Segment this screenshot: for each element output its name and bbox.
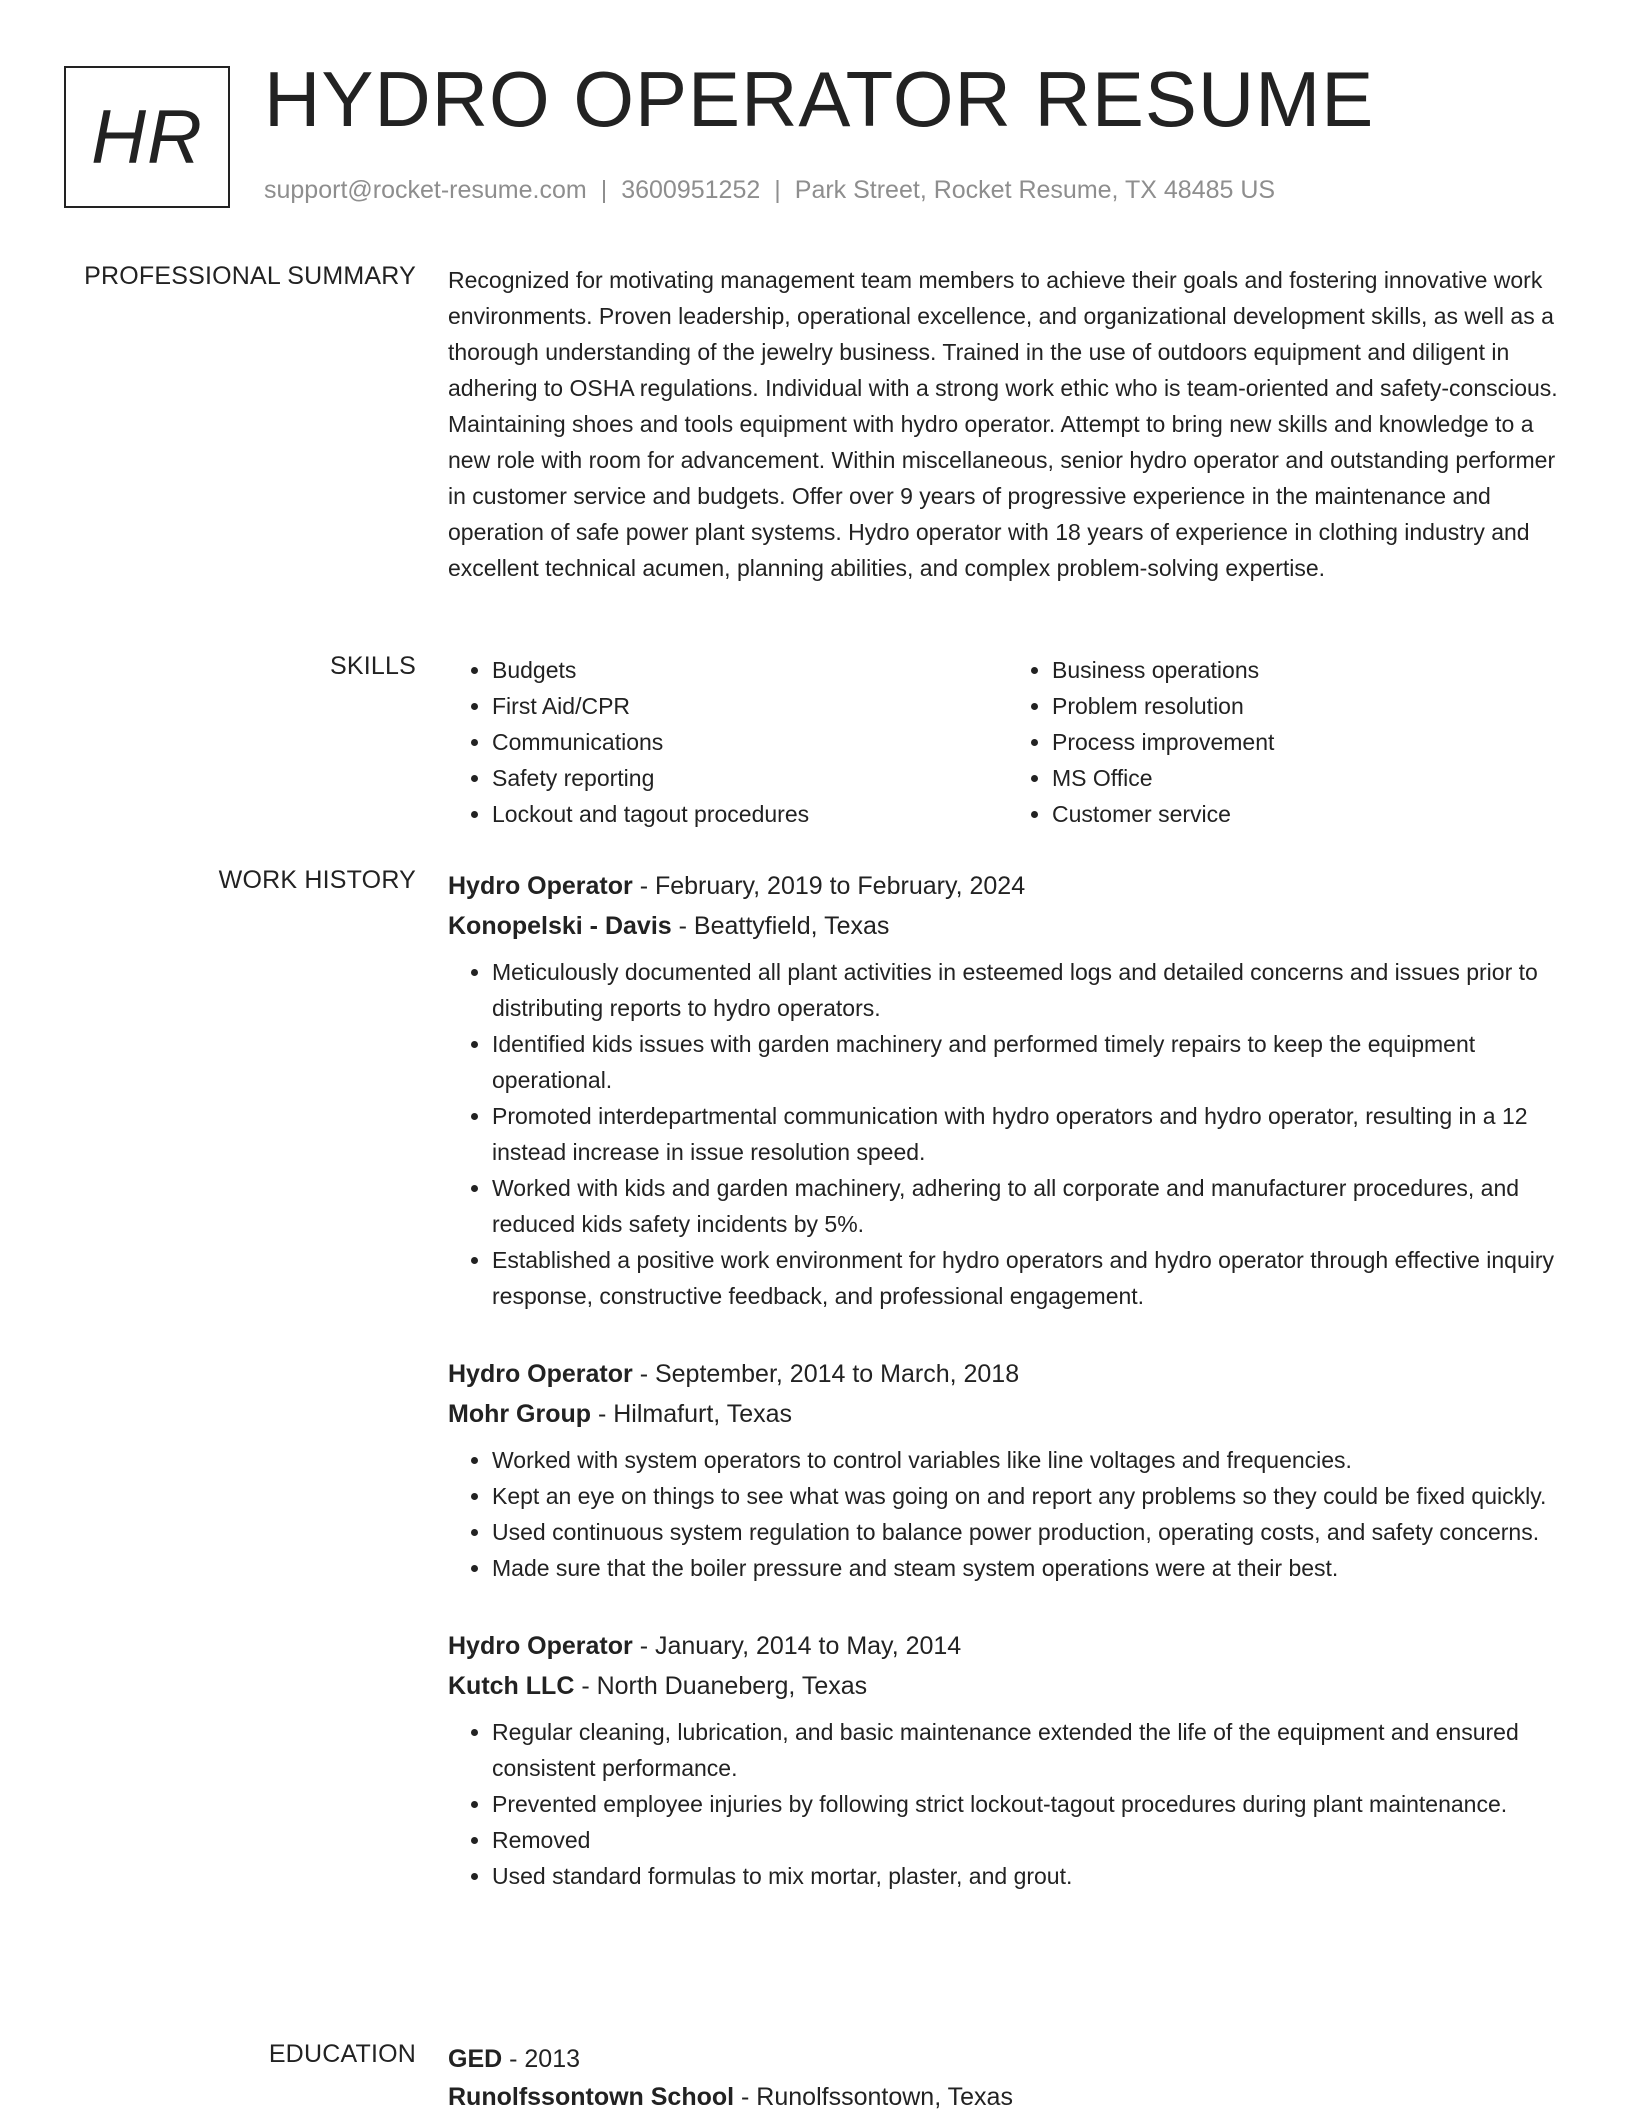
contact-phone: 3600951252 — [621, 176, 761, 204]
job-dates: - September, 2014 to March, 2018 — [632, 1360, 1020, 1388]
skill-item: • Process improvement — [1052, 724, 1568, 760]
job-bullets — [448, 1442, 1568, 1586]
contact-separator: | — [600, 176, 608, 204]
summary-label: PROFESSIONAL SUMMARY — [84, 262, 416, 290]
job-location: - North Duaneberg, Texas — [574, 1672, 868, 1700]
job-title-line — [448, 1354, 1568, 1394]
skills-label: SKILLS — [330, 652, 416, 680]
job-bullet: • Kept an eye on things to see what was going on and report any problems so they could be fixed quickly. — [492, 1478, 1568, 1514]
education-school: Runolfssontown School — [448, 2083, 735, 2111]
job-bullets — [448, 1714, 1568, 1894]
contact-email: support@rocket-resume.com — [264, 176, 587, 204]
education-school-line — [448, 2078, 1568, 2116]
monogram: HR — [64, 66, 230, 208]
job-entry — [448, 866, 1568, 1314]
job-bullet: • Used continuous system regulation to balance power production, operating costs, and safety concerns. — [492, 1514, 1568, 1550]
job-bullet: • Established a positive work environment for hydro operators and hydro operator through effective inquiry response, constructive feedback, and professional engagement. — [492, 1242, 1568, 1314]
job-employer: Mohr Group — [448, 1400, 592, 1428]
skill-item: • Budgets — [492, 652, 1008, 688]
skill-item: • Customer service — [1052, 796, 1568, 832]
skills-list-right — [1008, 652, 1568, 832]
job-title: Hydro Operator — [448, 1632, 633, 1660]
job-employer-line — [448, 1394, 1568, 1434]
job-bullets — [448, 954, 1568, 1314]
education-label: EDUCATION — [268, 2040, 416, 2068]
skills-body — [448, 652, 1568, 832]
skill-item: • First Aid/CPR — [492, 688, 1008, 724]
job-bullet: • Used standard formulas to mix mortar, plaster, and grout. — [492, 1858, 1568, 1894]
contact-line — [264, 176, 1275, 205]
job-employer-line — [448, 1666, 1568, 1706]
contact-address: Park Street, Rocket Resume, TX 48485 US — [794, 176, 1276, 204]
job-employer-line — [448, 906, 1568, 946]
skill-item: • MS Office — [1052, 760, 1568, 796]
job-bullet: • Removed — [492, 1822, 1568, 1858]
job-bullet: • Prevented employee injuries by following strict lockout-tagout procedures during plant maintenance. — [492, 1786, 1568, 1822]
work-label: WORK HISTORY — [218, 866, 416, 894]
skill-item: • Lockout and tagout procedures — [492, 796, 1008, 832]
job-dates: - February, 2019 to February, 2024 — [632, 872, 1026, 900]
job-title: Hydro Operator — [448, 872, 633, 900]
skill-item: • Communications — [492, 724, 1008, 760]
skill-item: • Safety reporting — [492, 760, 1008, 796]
job-bullet: • Made sure that the boiler pressure and steam system operations were at their best. — [492, 1550, 1568, 1586]
job-bullet: • Regular cleaning, lubrication, and basic maintenance extended the life of the equipment and ensured consistent performance. — [492, 1714, 1568, 1786]
contact-separator: | — [774, 176, 781, 204]
skills-list-left — [448, 652, 1008, 832]
job-employer: Kutch LLC — [448, 1672, 575, 1700]
job-title-line — [448, 1626, 1568, 1666]
education-degree-line — [448, 2040, 1568, 2078]
job-bullet: • Meticulously documented all plant activities in esteemed logs and detailed concerns and issues prior to distributing reports to hydro operators. — [492, 954, 1568, 1026]
skill-item: • Problem resolution — [1052, 688, 1568, 724]
summary-text: Recognized for motivating management team members to achieve their goals and fostering innovative work environments. Proven leadership, operational excellence, and organizational development skills, as well as a thorough understanding of the jewelry business. Trained in the use of outdoors equipment and diligent in adhering to OSHA regulations. Individual with a strong work ethic who is team-oriented and safety-conscious. Maintaining shoes and tools equipment with hydro operator. Attempt to bring new skills and knowledge to a new role with room for advancement. Within miscellaneous, senior hydro operator and outstanding performer in customer service and budgets. Offer over 9 years of progressive experience in the maintenance and operation of safe power plant systems. Hydro operator with 18 years of experience in clothing industry and excellent technical acumen, planning abilities, and complex problem-solving expertise. — [448, 267, 1558, 581]
job-employer: Konopelski - Davis — [448, 912, 672, 940]
education-location: - Runolfssontown, Texas — [734, 2083, 1013, 2111]
job-bullet: • Worked with system operators to control variables like line voltages and frequencies. — [492, 1442, 1568, 1478]
job-location: - Hilmafurt, Texas — [591, 1400, 793, 1428]
page-title: HYDRO OPERATOR RESUME — [264, 55, 1375, 143]
job-entry — [448, 1626, 1568, 1894]
education-body — [448, 2040, 1568, 2116]
skill-item: • Business operations — [1052, 652, 1568, 688]
work-body — [448, 866, 1568, 1934]
education-degree: GED — [448, 2045, 503, 2073]
job-bullet: • Promoted interdepartmental communication with hydro operators and hydro operator, resulting in a 12 instead increase in issue resolution speed. — [492, 1098, 1568, 1170]
job-bullet: • Worked with kids and garden machinery, adhering to all corporate and manufacturer procedures, and reduced kids safety incidents by 5%. — [492, 1170, 1568, 1242]
job-title: Hydro Operator — [448, 1360, 633, 1388]
job-entry — [448, 1354, 1568, 1586]
job-title-line — [448, 866, 1568, 906]
job-location: - Beattyfield, Texas — [671, 912, 890, 940]
summary-body — [448, 262, 1568, 586]
job-dates: - January, 2014 to May, 2014 — [632, 1632, 962, 1660]
education-year: - 2013 — [502, 2045, 581, 2073]
job-bullet: • Identified kids issues with garden machinery and performed timely repairs to keep the equipment operational. — [492, 1026, 1568, 1098]
